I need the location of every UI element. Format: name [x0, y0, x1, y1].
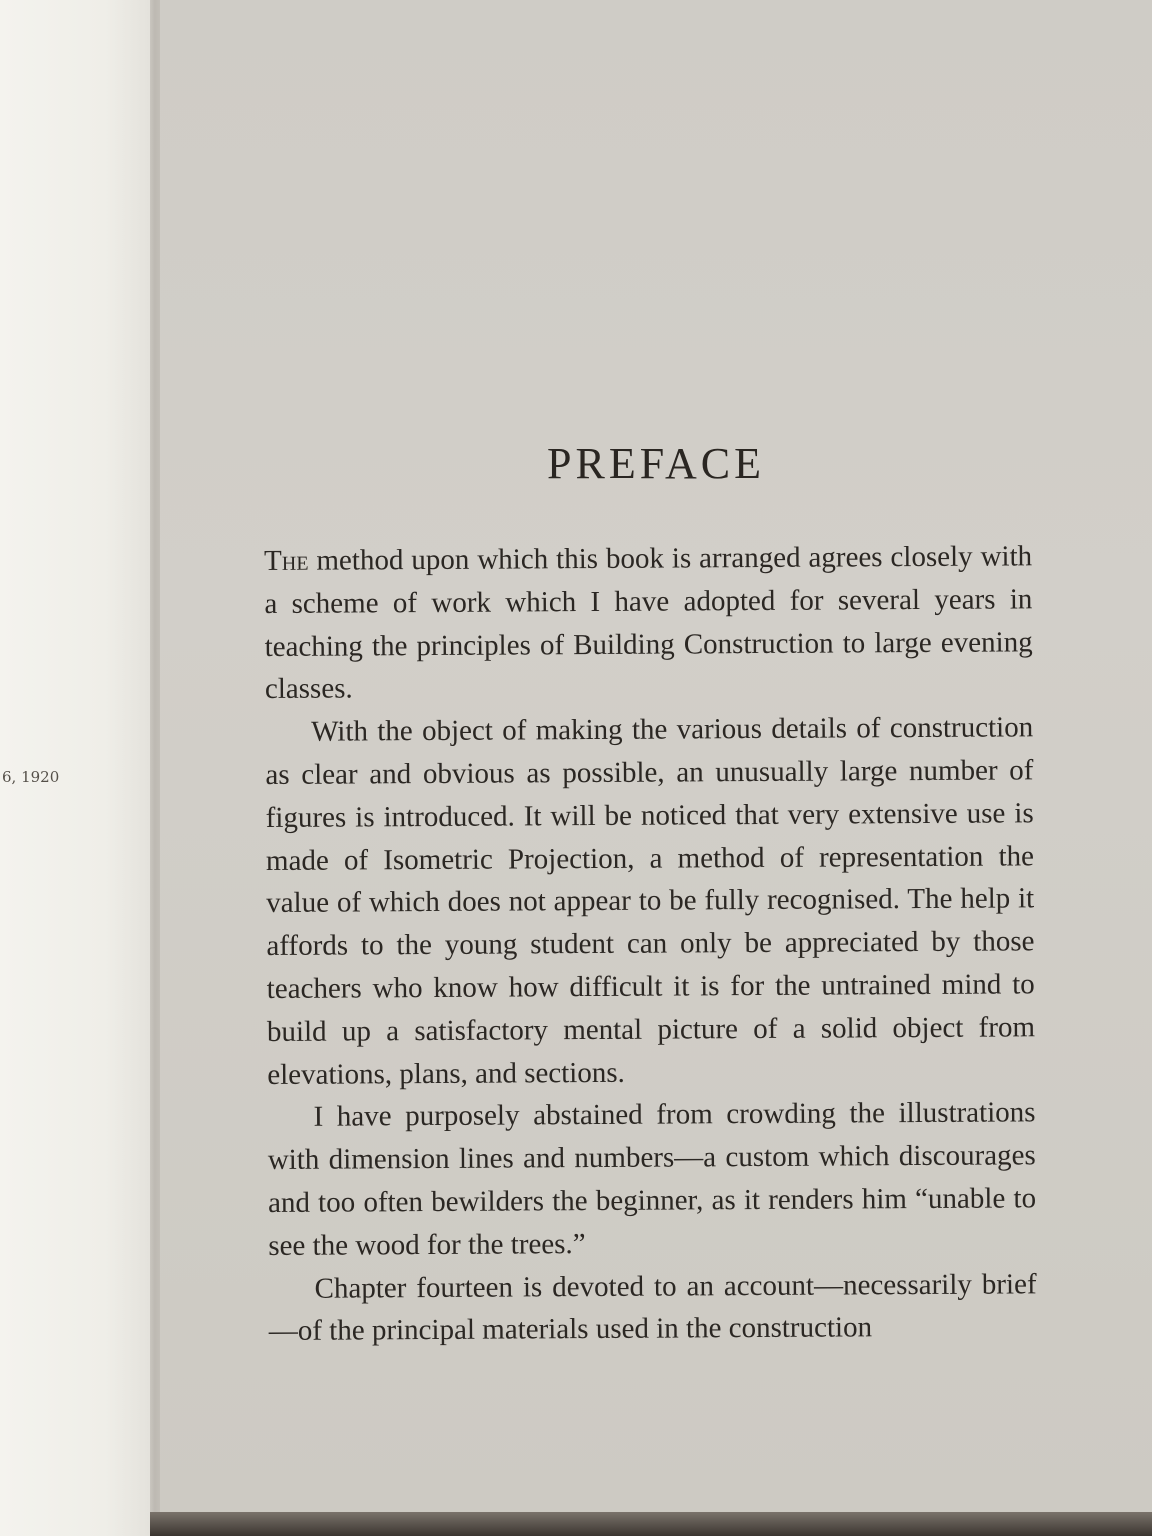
paragraph-1-text: method upon which this book is arranged agrees closely with a scheme of work which I have adopted for several years in teaching the principles of Building Construction to large evening classes. [264, 540, 1033, 706]
paragraph-4: Chapter fourteen is devoted to an account—necessarily brief—of the principal materials used in the construction [268, 1267, 1037, 1348]
left-page-text-fragment: 6, 1920 [2, 768, 60, 786]
page-bottom-edge [150, 1512, 1152, 1536]
paragraph-1 [264, 535, 1033, 711]
paragraph-2: With the object of making the various details of construction as clear and obvious as possible, an unusually large number of figures is introduced. It will be noticed that very extensive use is made of Isometric Projection, a method of representation the value of which does not appear to be fully recognised. The help it affords to the young student can only be appreciated by those teachers who know how difficult it is for the untrained mind to build up a satisfactory mental picture of a solid object from elevations, plans, and sections. [265, 711, 1036, 1091]
paragraph-1-lead: The [264, 544, 309, 577]
preface-body [264, 535, 1037, 1353]
left-page [0, 0, 150, 1536]
paragraph-3: I have purposely abstained from crowding the illustrations with dimension lines and numbers—a custom which discourages and too often bewilders the beginner, as it renders him “unable to see the wood for the trees.” [267, 1096, 1037, 1262]
preface-heading: PREFACE [547, 439, 765, 488]
